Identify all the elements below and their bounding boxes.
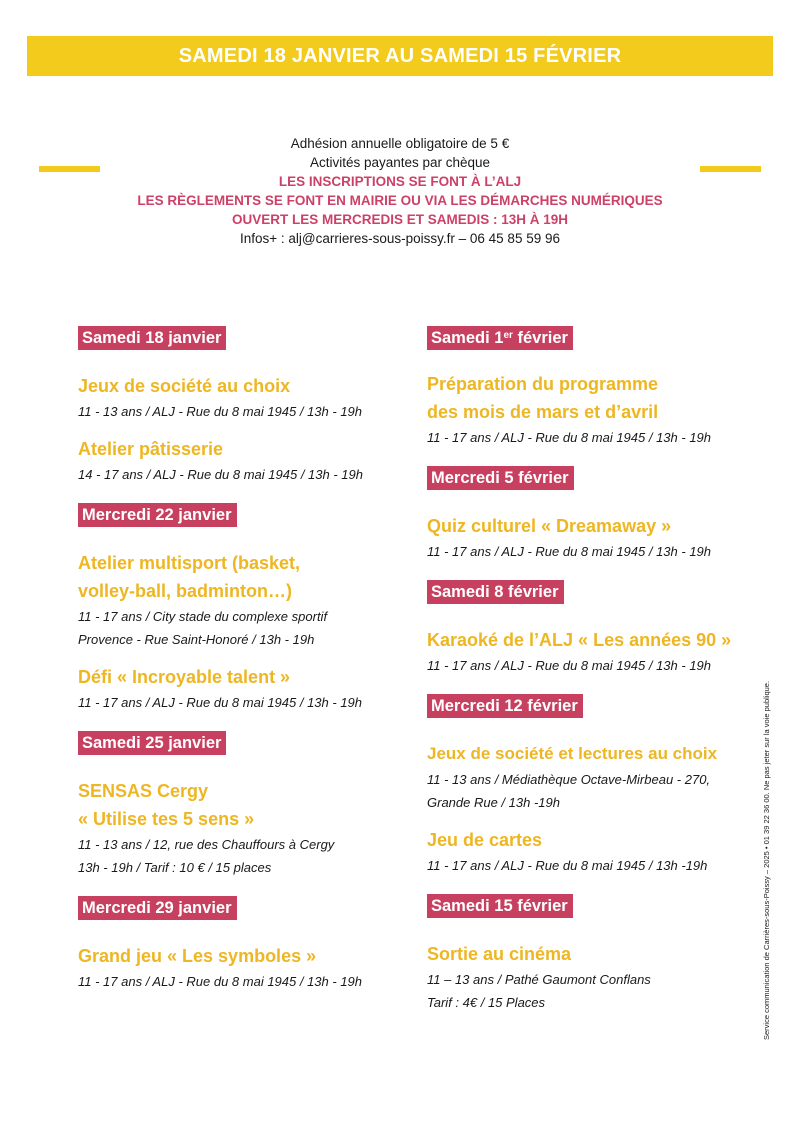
day-label: Samedi 15 février [427, 894, 573, 918]
decorative-line-left [39, 166, 100, 172]
activity-title: Préparation du programme [427, 374, 659, 394]
activity-detail: 14 - 17 ans / ALJ - Rue du 8 mai 1945 / 13h - 19h [78, 467, 363, 482]
day-label: Mercredi 22 janvier [78, 503, 237, 527]
day-label: Mercredi 12 février [427, 694, 583, 718]
activity-detail: 11 - 17 ans / ALJ - Rue du 8 mai 1945 / 13h - 19h [427, 430, 712, 445]
day-label: Mercredi 29 janvier [78, 896, 237, 920]
schedule-left-column [78, 326, 418, 993]
day-block [427, 580, 767, 677]
day-block [78, 896, 418, 993]
activity-detail: Tarif : 4€ / 15 Places [427, 995, 546, 1010]
activity-title: Jeux de société au choix [78, 376, 291, 396]
header-banner: SAMEDI 18 JANVIER AU SAMEDI 15 FÉVRIER [27, 36, 773, 76]
activity-detail: 11 - 17 ans / ALJ - Rue du 8 mai 1945 / 13h -19h [427, 858, 708, 873]
activity-title-continued: « Utilise tes 5 sens » [78, 809, 255, 829]
activity-detail: Provence - Rue Saint-Honoré / 13h - 19h [78, 632, 315, 647]
info-registration: LES INSCRIPTIONS SE FONT À L’ALJ [278, 174, 522, 189]
activity-detail: 11 - 13 ans / 12, rue des Chauffours à Cergy [78, 837, 335, 852]
activity-detail: 11 - 17 ans / ALJ - Rue du 8 mai 1945 / 13h - 19h [427, 658, 712, 673]
info-contact: Infos+ : alj@carrieres-sous-poissy.fr – 06 45 85 59 96 [240, 231, 560, 246]
day-block [427, 694, 767, 877]
activity-detail: 11 - 17 ans / ALJ - Rue du 8 mai 1945 / 13h - 19h [78, 974, 363, 989]
day-label: Samedi 25 janvier [78, 731, 226, 755]
activity-detail: 11 - 13 ans / Médiathèque Octave-Mirbeau - 270, [427, 772, 711, 787]
day-block [78, 503, 418, 714]
activity-title: Sortie au cinéma [427, 944, 572, 964]
decorative-line-right [700, 166, 761, 172]
activity-detail: 11 - 13 ans / ALJ - Rue du 8 mai 1945 / 13h - 19h [78, 404, 363, 419]
day-block [78, 731, 418, 879]
info-payment: Activités payantes par chèque [309, 155, 491, 170]
activity-detail: 11 - 17 ans / ALJ - Rue du 8 mai 1945 / 13h - 19h [78, 695, 363, 710]
day-label: Samedi 18 janvier [78, 326, 226, 350]
activity-title-continued: volley-ball, badminton…) [78, 581, 293, 601]
day-block [427, 894, 767, 1014]
day-block [78, 326, 418, 486]
info-payments-where: LES RÈGLEMENTS SE FONT EN MAIRIE OU VIA LES DÉMARCHES NUMÉRIQUES [137, 193, 663, 208]
activity-title: Jeu de cartes [427, 830, 543, 850]
activity-title: Défi « Incroyable talent » [78, 667, 291, 687]
info-membership: Adhésion annuelle obligatoire de 5 € [290, 136, 510, 151]
day-label: Mercredi 5 février [427, 466, 574, 490]
activity-title: Quiz culturel « Dreamaway » [427, 516, 672, 536]
activity-title: Karaoké de l’ALJ « Les années 90 » [427, 630, 732, 650]
info-block [110, 134, 690, 248]
day-label: Samedi 8 février [427, 580, 564, 604]
activity-title-continued: des mois de mars et d’avril [427, 402, 659, 422]
info-opening-hours: OUVERT LES MERCREDIS ET SAMEDIS : 13H À 19H [231, 212, 569, 227]
day-block [427, 326, 767, 449]
activity-title: Jeux de société et lectures au choix [427, 744, 718, 763]
activity-detail: 11 - 17 ans / City stade du complexe sportif [78, 609, 328, 624]
activity-detail: 13h - 19h / Tarif : 10 € / 15 places [78, 860, 272, 875]
schedule-right-column [427, 326, 767, 1014]
activity-detail: Grande Rue / 13h -19h [427, 795, 560, 810]
activity-title: Atelier pâtisserie [78, 439, 224, 459]
activity-title: Grand jeu « Les symboles » [78, 946, 317, 966]
activity-detail: 11 – 13 ans / Pathé Gaumont Conflans [427, 972, 651, 987]
activity-title: SENSAS Cergy [78, 781, 209, 801]
day-block [427, 466, 767, 563]
activity-title: Atelier multisport (basket, [78, 553, 301, 573]
activity-detail: 11 - 17 ans / ALJ - Rue du 8 mai 1945 / 13h - 19h [427, 544, 712, 559]
legal-credit: Service communication de Carrières-sous-Poissy – 2025 • 01 39 22 36 00. Ne pas jeter sur la voie publique. [762, 680, 771, 1040]
day-label: Samedi 1er février [427, 326, 573, 350]
